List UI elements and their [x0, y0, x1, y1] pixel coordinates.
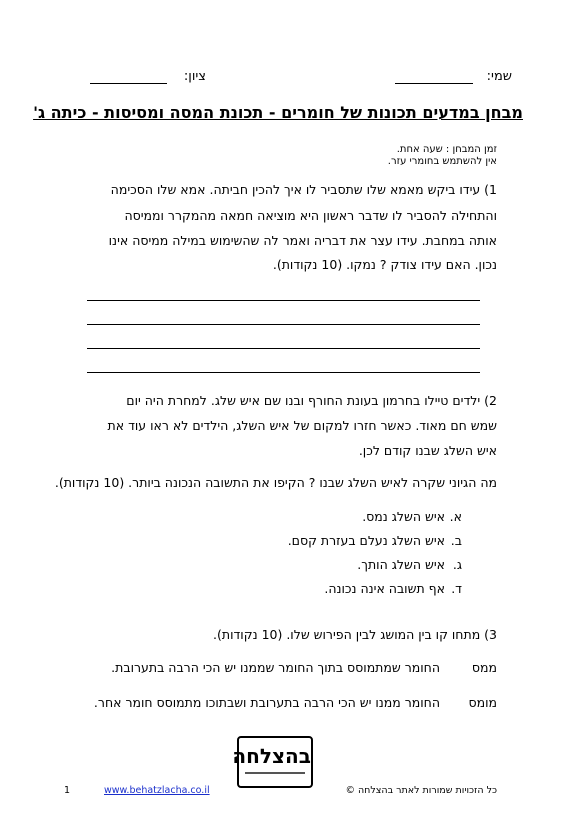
q1-line: והתחילה להסביר לו שדבר ראשון היא מוציאה חמאה מהמקרר וממיסה	[124, 208, 497, 223]
q2-question: מה הגיוני שקרה לאיש השלג שבנו ? הקיפו את התשובה הנכונה ביותר. (10 נקודות).	[54, 475, 497, 490]
q2-line: 2) ילדים טיילו בחרמון בעונת החורף ובנו שם איש שלג. למחרת היה יום	[126, 393, 497, 408]
answer-line[interactable]	[87, 348, 480, 349]
option-letter: א.	[449, 509, 462, 524]
exam-aids: אין להשתמש בחומרי עזר.	[387, 156, 497, 167]
footer-url-link[interactable]: www.behatzlacha.co.il	[104, 785, 210, 796]
page-number: 1	[64, 785, 71, 796]
q2-line: איש השלג שבנו קודם לכן.	[358, 443, 497, 458]
name-label: שמי:	[486, 69, 512, 84]
answer-line[interactable]	[87, 324, 480, 325]
grade-line[interactable]	[90, 83, 167, 84]
answer-line[interactable]	[87, 372, 480, 373]
definition[interactable]: החומר ממנו יש הכי הרבה בתערובת ושבתוכו מתמוסס חומר אחר.	[93, 695, 440, 710]
option-letter: ד.	[451, 581, 462, 596]
q2-line: שמש חם מאוד. כאשר חזרו למקום של איש השלג, הילדים לא ראו עוד את	[107, 418, 497, 433]
option-text[interactable]: איש השלג נמס.	[362, 509, 445, 524]
name-line[interactable]	[395, 83, 473, 84]
definition[interactable]: החומר שמתמוסס בתוך החומר שממנו יש הכי הרבה בתערובת.	[111, 660, 440, 675]
term[interactable]: ממס	[471, 660, 497, 675]
q1-line: אותה במחבת. עידו עצר את דבריה ואמר לה שהשימוש במילה ממיסה אינו	[108, 233, 497, 248]
option-text[interactable]: איש השלג נעלם בעזרת קסם.	[287, 533, 445, 548]
answer-line[interactable]	[87, 300, 480, 301]
q3-question: 3) מתחו קו בין המושג לבין הפירוש שלו. (10 נקודות).	[213, 627, 497, 642]
q1-line: נכון. האם עידו צודק ? נמקו. (10 נקודות).	[272, 257, 497, 272]
logo-underline	[245, 772, 305, 774]
logo-text: בהצלחה	[232, 744, 311, 768]
behatzlacha-logo	[232, 736, 313, 788]
option-text[interactable]: איש השלג הותך.	[357, 557, 445, 572]
option-text[interactable]: אף תשובה אינה נכונה.	[324, 581, 445, 596]
option-letter: ג.	[452, 557, 462, 572]
exam-time: זמן המבחן : שעה אחת.	[396, 144, 497, 155]
term[interactable]: מומס	[468, 695, 497, 710]
option-letter: ב.	[450, 533, 462, 548]
q1-line: 1) עידו ביקש מאמא שלו שתסביר לו איך להכין חביתה. אמא שלו הסכימה	[110, 182, 497, 197]
grade-label: ציון:	[183, 69, 206, 84]
page-title: מבחן במדעים תכונות של חומרים - תכונת המסה ומסיסות - כיתה ג'	[33, 103, 523, 122]
footer-copyright: כל הזכויות שמורות לאתר בהצלחה ©	[345, 785, 497, 796]
